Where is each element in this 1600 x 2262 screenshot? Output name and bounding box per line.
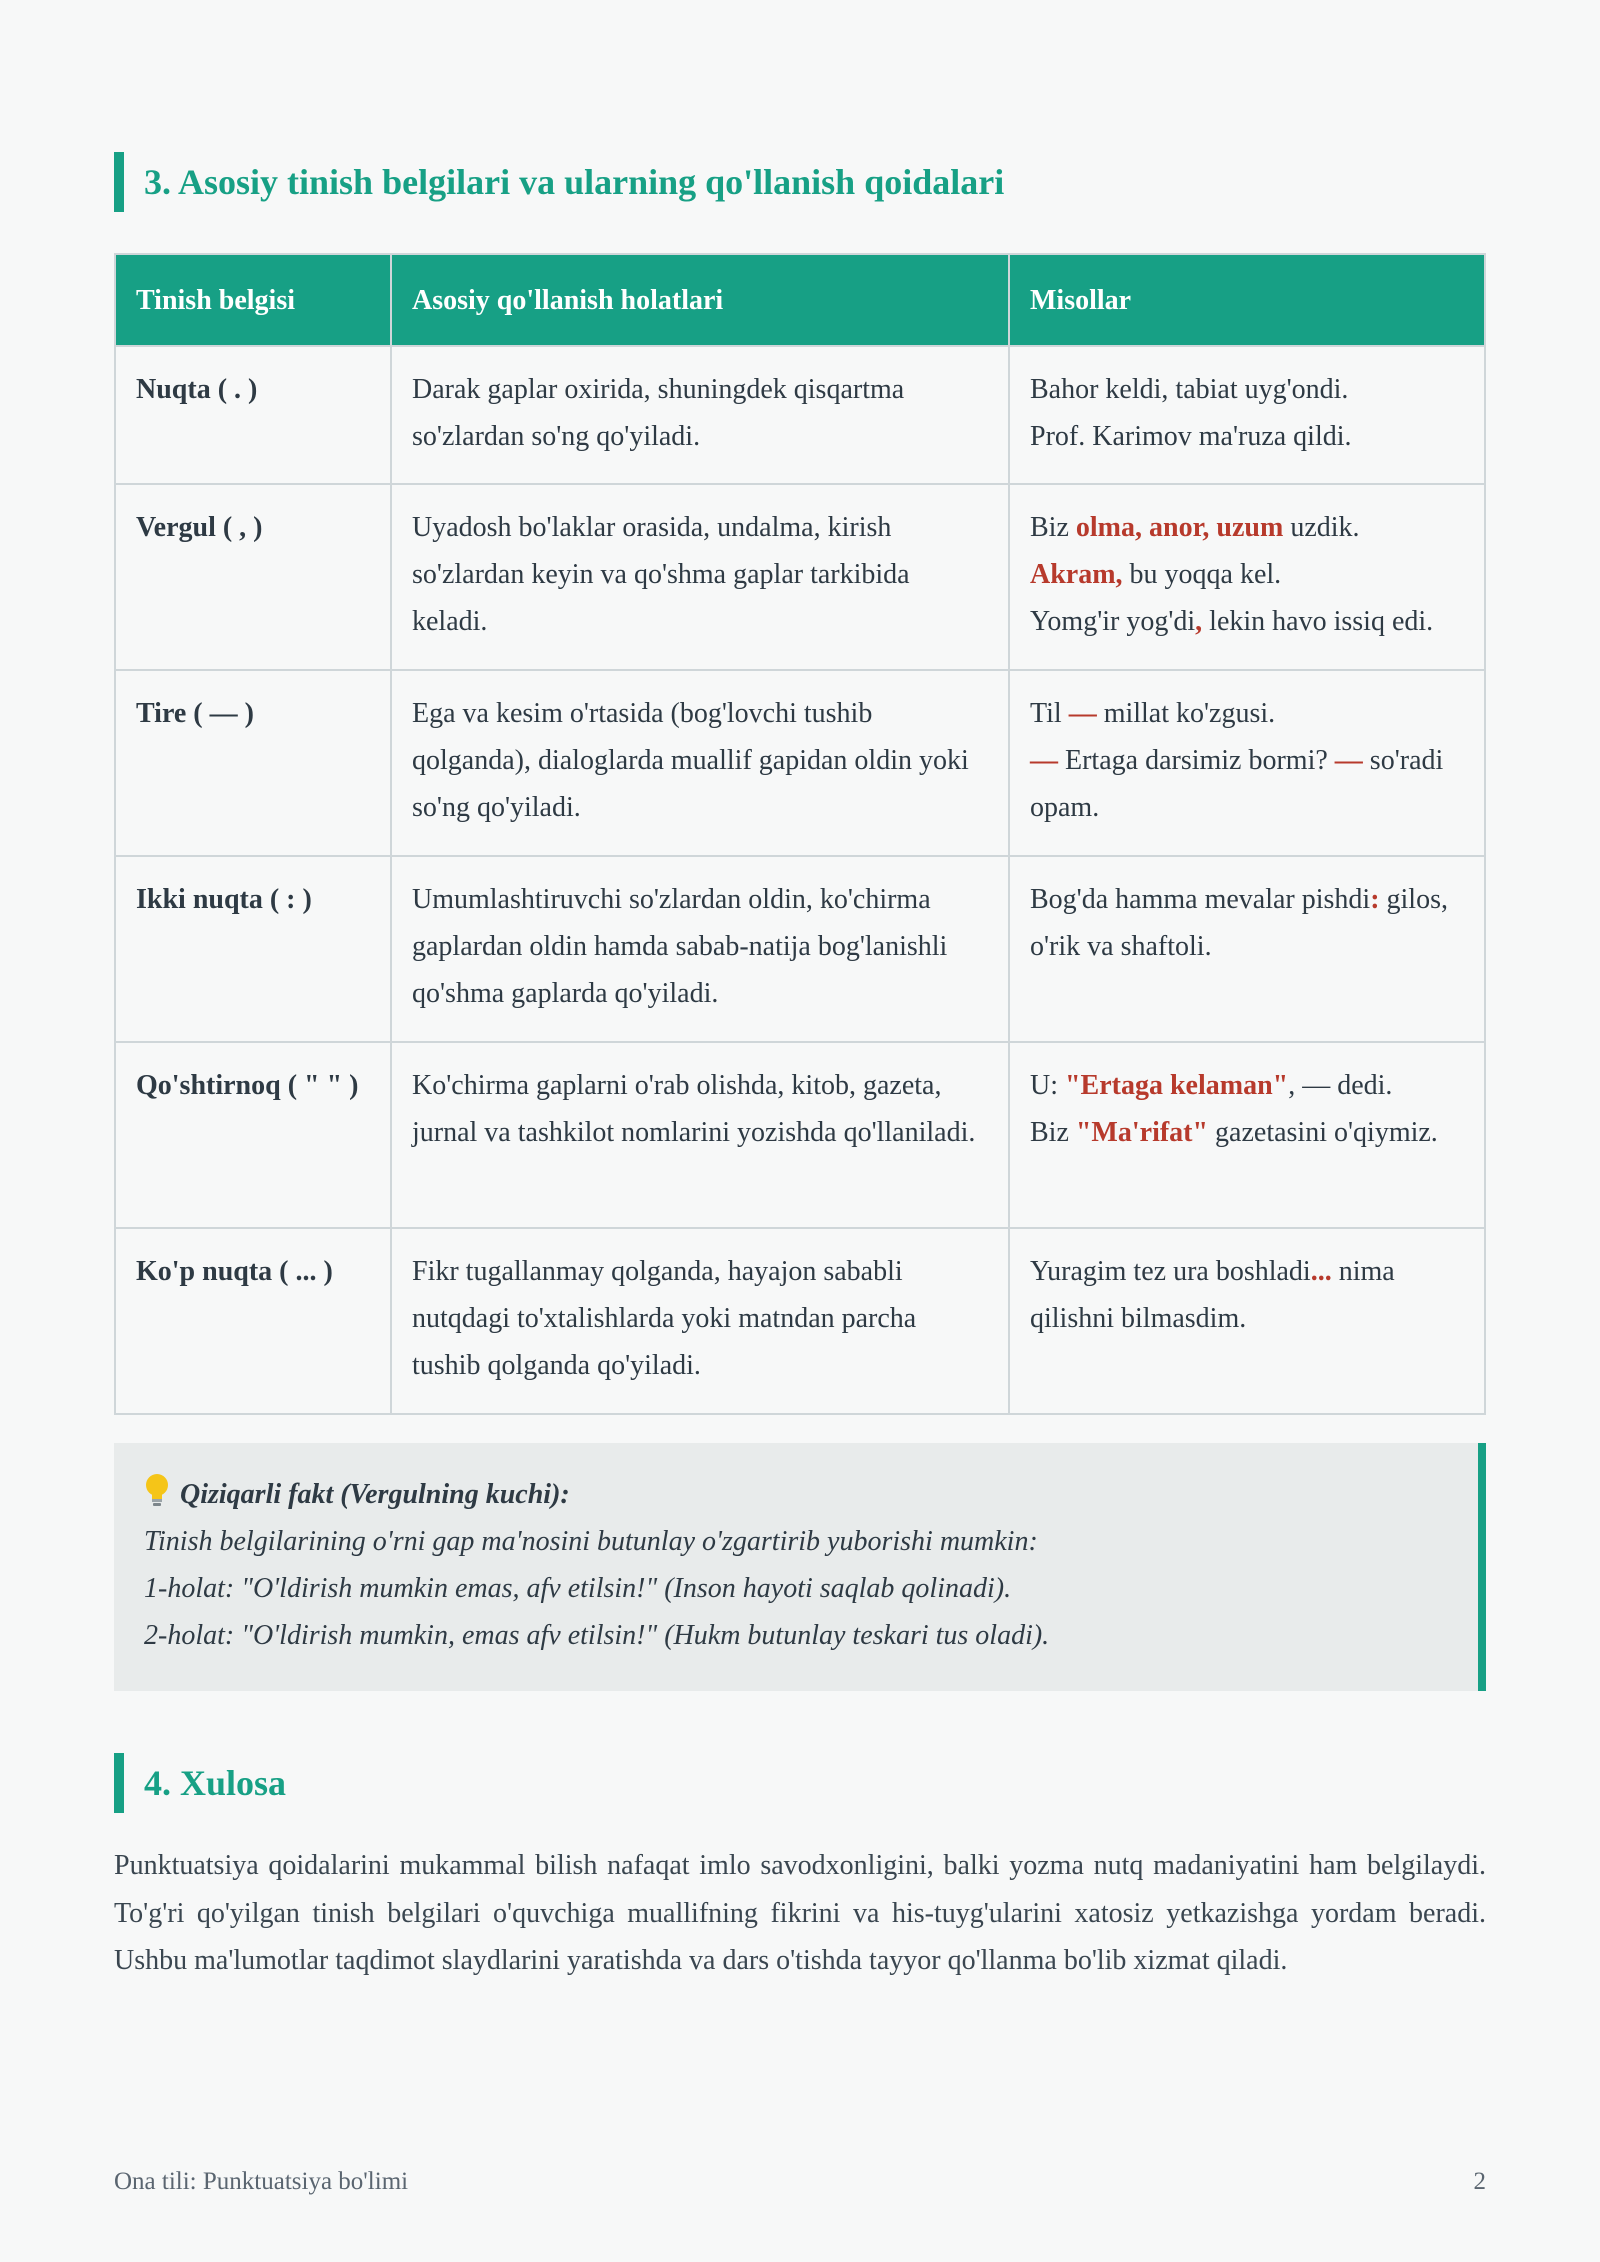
example-line bbox=[1030, 1248, 1464, 1342]
sign-cell: Tire ( — ) bbox=[115, 670, 391, 856]
table-row bbox=[115, 484, 1485, 670]
example-line: Bahor keldi, tabiat uyg'ondi. bbox=[1030, 374, 1349, 405]
example-text: nima qilishni bilmasdim. bbox=[1030, 1256, 1395, 1334]
fact-line: 2-holat: "O'ldirish mumkin, emas afv etilsin!" (Hukm butunlay teskari tus oladi). bbox=[144, 1620, 1050, 1651]
fact-line: 1-holat: "O'ldirish mumkin emas, afv etilsin!" (Inson hayoti saqlab qolinadi). bbox=[144, 1573, 1012, 1604]
footer-title: Ona tili: Punktuatsiya bo'limi bbox=[114, 2168, 409, 2195]
example-highlight: — bbox=[1030, 745, 1058, 776]
usage-cell: Fikr tugallanmay qolganda, hayajon sababli nutqdagi to'xtalishlarda yoki matndan parcha tushib qolganda qo'yiladi. bbox=[391, 1228, 1009, 1414]
example-line bbox=[1030, 1109, 1464, 1156]
example-line bbox=[1030, 690, 1464, 737]
table-row bbox=[115, 1228, 1485, 1414]
table-row bbox=[115, 670, 1485, 856]
example-text: Til bbox=[1030, 698, 1069, 729]
header-examples: Misollar bbox=[1009, 254, 1485, 346]
example-highlight: ... bbox=[1310, 1256, 1332, 1287]
table-header-row bbox=[115, 254, 1485, 346]
example-line bbox=[1030, 737, 1464, 831]
examples-cell bbox=[1009, 856, 1485, 1042]
examples-cell bbox=[1009, 484, 1485, 670]
sign-cell: Ko'p nuqta ( ... ) bbox=[115, 1228, 391, 1414]
usage-cell: Uyadosh bo'laklar orasida, undalma, kirish so'zlardan keyin va qo'shma gaplar tarkibida keladi. bbox=[391, 484, 1009, 670]
fact-title-line bbox=[144, 1471, 1448, 1518]
example-line bbox=[1030, 598, 1464, 645]
example-text: uzdik. bbox=[1283, 512, 1360, 543]
example-highlight: , bbox=[1195, 606, 1203, 637]
example-line bbox=[1030, 504, 1464, 551]
example-highlight: : bbox=[1370, 884, 1380, 915]
example-text: Ertaga darsimiz bormi? bbox=[1058, 745, 1335, 776]
usage-cell: Darak gaplar oxirida, shuningdek qisqartma so'zlardan so'ng qo'yiladi. bbox=[391, 346, 1009, 484]
section-3-title: 3. Asosiy tinish belgilari va ularning qo'llanish qoidalari bbox=[144, 162, 1005, 202]
example-text: , — dedi. bbox=[1288, 1070, 1393, 1101]
example-text: Biz bbox=[1030, 1117, 1076, 1148]
examples-cell bbox=[1009, 670, 1485, 856]
example-line bbox=[1030, 551, 1464, 598]
example-text: bu yoqqa kel. bbox=[1122, 559, 1282, 590]
example-text: millat ko'zgusi. bbox=[1096, 698, 1276, 729]
example-text: Yomg'ir yog'di bbox=[1030, 606, 1196, 637]
example-highlight: Akram, bbox=[1030, 559, 1123, 590]
usage-cell: Ko'chirma gaplarni o'rab olishda, kitob, gazeta, jurnal va tashkilot nomlarini yozishda qo'llaniladi. bbox=[391, 1042, 1009, 1228]
example-text: gazetasini o'qiymiz. bbox=[1208, 1117, 1438, 1148]
example-highlight: "Ertaga kelaman" bbox=[1065, 1070, 1289, 1101]
examples-cell bbox=[1009, 1042, 1485, 1228]
example-text: Yuragim tez ura boshladi bbox=[1030, 1256, 1311, 1287]
example-line bbox=[1030, 1062, 1464, 1109]
sign-cell: Vergul ( , ) bbox=[115, 484, 391, 670]
examples-cell bbox=[1009, 1228, 1485, 1414]
page-footer bbox=[114, 2168, 1486, 2196]
example-line bbox=[1030, 876, 1464, 970]
example-text: U: bbox=[1030, 1070, 1065, 1101]
example-text: lekin havo issiq edi. bbox=[1202, 606, 1434, 637]
sign-cell: Qo'shtirnoq ( " " ) bbox=[115, 1042, 391, 1228]
example-highlight: olma, anor, uzum bbox=[1075, 512, 1284, 543]
table-row bbox=[115, 346, 1485, 484]
example-text: gilos, o'rik va shaftoli. bbox=[1030, 884, 1448, 962]
example-text: so'radi opam. bbox=[1030, 745, 1444, 823]
section-4-heading bbox=[114, 1753, 286, 1813]
lightbulb-icon bbox=[144, 1471, 172, 1518]
example-highlight: — bbox=[1334, 745, 1363, 776]
fact-line: Tinish belgilarining o'rni gap ma'nosini butunlay o'zgartirib yuborishi mumkin: bbox=[144, 1526, 1038, 1557]
fun-fact-box bbox=[114, 1443, 1486, 1691]
example-highlight: "Ma'rifat" bbox=[1075, 1117, 1209, 1148]
table-row bbox=[115, 1042, 1485, 1228]
section-3-heading bbox=[114, 152, 1004, 212]
example-text: Biz bbox=[1030, 512, 1076, 543]
header-usage: Asosiy qo'llanish holatlari bbox=[391, 254, 1009, 346]
usage-cell: Umumlashtiruvchi so'zlardan oldin, ko'chirma gaplardan oldin hamda sabab-natija bog'lanishli qo'shma gaplarda qo'yiladi. bbox=[391, 856, 1009, 1042]
sign-cell: Nuqta ( . ) bbox=[115, 346, 391, 484]
fact-title: Qiziqarli fakt (Vergulning kuchi): bbox=[180, 1479, 570, 1510]
punctuation-table bbox=[114, 253, 1486, 1415]
page-number: 2 bbox=[1473, 2168, 1486, 2195]
sign-cell: Ikki nuqta ( : ) bbox=[115, 856, 391, 1042]
example-line: Prof. Karimov ma'ruza qildi. bbox=[1030, 421, 1352, 452]
table-row bbox=[115, 856, 1485, 1042]
usage-cell: Ega va kesim o'rtasida (bog'lovchi tushib qolganda), dialoglarda muallif gapidan oldin yoki so'ng qo'yiladi. bbox=[391, 670, 1009, 856]
example-highlight: — bbox=[1068, 698, 1097, 729]
header-sign: Tinish belgisi bbox=[115, 254, 391, 346]
examples-cell bbox=[1009, 346, 1485, 484]
conclusion-paragraph: Punktuatsiya qoidalarini mukammal bilish nafaqat imlo savodxonligini, balki yozma nutq madaniyatini ham belgilaydi. To'g'ri qo'yilgan tinish belgilari o'quvchiga muallifning fikrini va his-tuyg'ularini xatosiz yetkazishga yordam beradi. Ushbu ma'lumotlar taqdimot slaydlarini yaratishda va dars o'tishda tayyor qo'llanma bo'lib xizmat qiladi. bbox=[114, 1850, 1486, 1976]
section-4-title: 4. Xulosa bbox=[144, 1763, 287, 1803]
example-text: Bog'da hamma mevalar pishdi bbox=[1030, 884, 1371, 915]
